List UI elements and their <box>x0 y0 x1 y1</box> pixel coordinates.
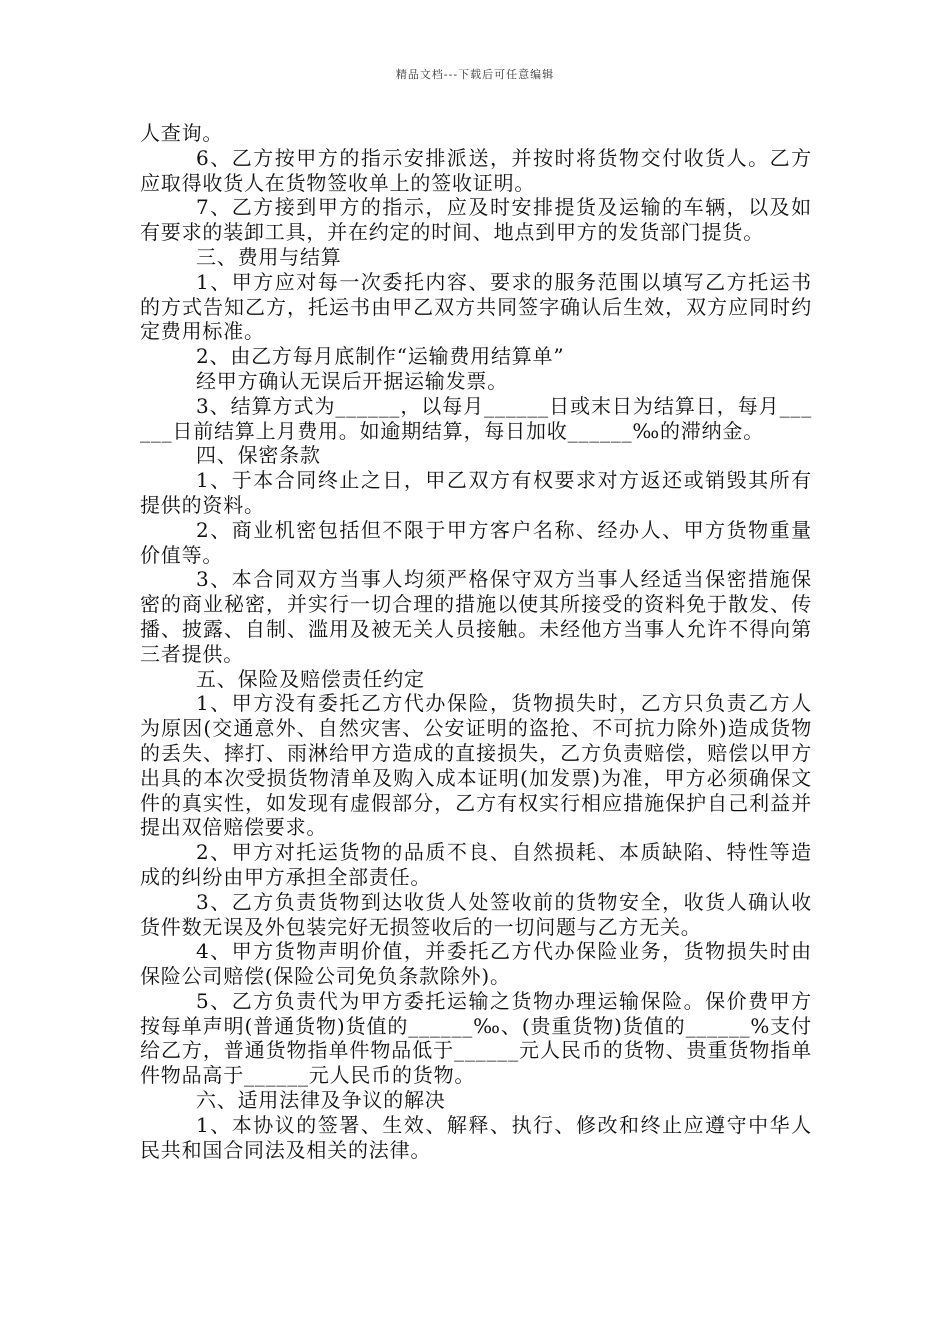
paragraph: 2、商业机密包括但不限于甲方客户名称、经办人、甲方货物重量价值等。 <box>140 517 812 567</box>
section-heading: 四、保密条款 <box>196 443 321 468</box>
paragraph: 1、本协议的签署、生效、解释、执行、修改和终止应遵守中华人民共和国合同法及相关的法律。 <box>140 1112 812 1162</box>
paragraph: 人查询。 <box>140 121 224 145</box>
paragraph: 7、乙方接到甲方的指示，应及时安排提货及运输的车辆，以及如有要求的装卸工具，并在约定的时间、地点到甲方的发货部门提货。 <box>140 195 812 245</box>
section-heading: 五、保险及赔偿责任约定 <box>196 666 425 691</box>
paragraph: 5、乙方负责代为甲方委托运输之货物办理运输保险。保价费甲方按每单声明(普通货物)货值的______‰、(贵重货物)货值的______%支付给乙方，普通货物指单件物品低于______元人民币的货物、贵重货物指单件物品高于______元人民币的货物。 <box>140 988 812 1088</box>
paragraph: 2、由乙方每月底制作“运输费用结算单” <box>196 344 565 369</box>
paragraph: 1、甲方没有委托乙方代办保险，货物损失时，乙方只负责乙方人为原因(交通意外、自然灾害、公安证明的盗抢、不可抗力除外)造成货物的丢失、摔打、雨淋给甲方造成的直接损失，乙方负责赔偿，赔偿以甲方出具的本次受损货物清单及购入成本证明(加发票)为准，甲方必须确保文件的真实性，如发现有虚假部分，乙方有权实行相应措施保护自己利益并提出双倍赔偿要求。 <box>140 691 812 840</box>
paragraph: 3、结算方式为______，以每月______日或末日为结算日，每月______日前结算上月费用。如逾期结算，每日加收______‰的滞纳金。 <box>140 393 812 443</box>
paragraph: 经甲方确认无误后开据运输发票。 <box>196 368 508 393</box>
paragraph: 3、本合同双方当事人均须严格保守双方当事人经适当保密措施保密的商业秘密，并实行一切合理的措施以使其所接受的资料免于散发、传播、披露、自制、滥用及被无关人员接触。未经他方当事人允许不得向第三者提供。 <box>140 567 812 666</box>
section-heading: 三、费用与结算 <box>196 244 342 269</box>
paragraph: 1、于本合同终止之日，甲乙双方有权要求对方返还或销毁其所有提供的资料。 <box>140 468 812 517</box>
section-heading: 六、适用法律及争议的解决 <box>196 1088 446 1113</box>
paragraph: 2、甲方对托运货物的品质不良、自然损耗、本质缺陷、特性等造成的纠纷由甲方承担全部责任。 <box>140 840 812 889</box>
paragraph: 6、乙方按甲方的指示安排派送，并按时将货物交付收货人。乙方应取得收货人在货物签收单上的签收证明。 <box>140 145 812 195</box>
page-header: 精品文档---下载后可任意编辑 <box>395 68 555 81</box>
paragraph: 3、乙方负责货物到达收货人处签收前的货物安全，收货人确认收货件数无误及外包装完好无损签收后的一切问题与乙方无关。 <box>140 889 812 939</box>
document-body <box>140 121 812 1162</box>
paragraph: 1、甲方应对每一次委托内容、要求的服务范围以填写乙方托运书的方式告知乙方，托运书由甲乙双方共同签字确认后生效，双方应同时约定费用标准。 <box>140 269 812 344</box>
paragraph: 4、甲方货物声明价值，并委托乙方代办保险业务，货物损失时由保险公司赔偿(保险公司免负条款除外)。 <box>140 939 812 989</box>
